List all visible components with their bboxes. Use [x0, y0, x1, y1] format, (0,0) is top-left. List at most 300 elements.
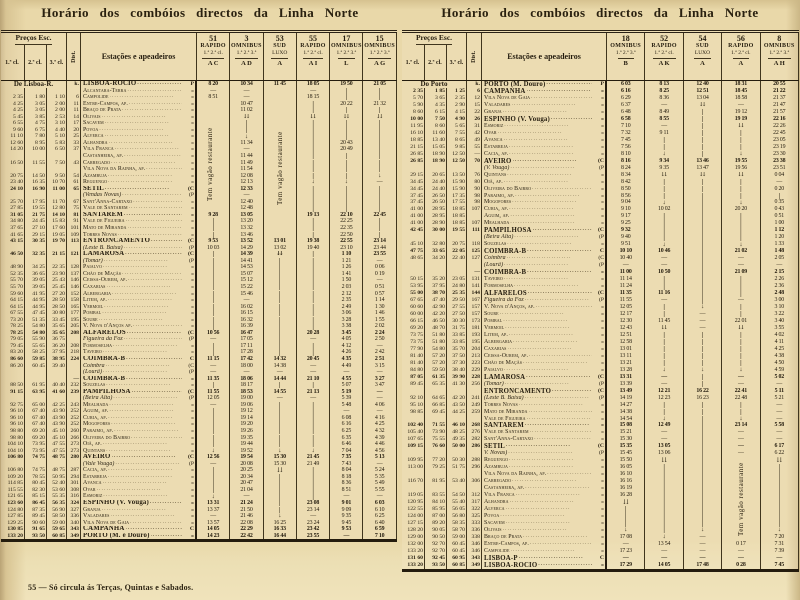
price-cell: 132 00 [402, 541, 425, 548]
price-cell: 24 40 [425, 186, 447, 193]
price-cell: 23 05 [447, 276, 467, 283]
km-cell: 109 [67, 232, 81, 239]
time-cell: 19 26 [230, 428, 263, 435]
station-cell [482, 374, 607, 381]
price-cell: 128 20 [402, 527, 425, 534]
price-cell: 55 90 [25, 336, 47, 343]
table-row [402, 165, 799, 172]
table-row [402, 562, 799, 569]
train-classes: 1.ª 2.ª 3.ª [236, 50, 257, 56]
transit-arrow: │ [684, 130, 722, 137]
km-cell [467, 416, 482, 423]
station-suffix: » [191, 323, 194, 330]
km-cell: 338 [467, 534, 482, 541]
km-cell: 280 [67, 454, 81, 461]
price-cell: 25 70 [1, 199, 25, 206]
time-cell: 3 47 [363, 382, 396, 389]
time-cell: 4 38 [761, 353, 799, 360]
station-suffix: » [601, 520, 604, 527]
station-suffix: » [191, 519, 194, 526]
transit-arrow: ↓ [645, 367, 683, 374]
km-cell: 294 [67, 474, 81, 481]
station-suffix: (P [598, 380, 604, 387]
price-cell: 32 35 [25, 251, 47, 258]
km-cell: 91 [67, 218, 81, 225]
transit-arrow: │ [684, 234, 722, 241]
time-cell: 12 58 [607, 339, 645, 346]
price-cell: 16 50 [1, 160, 25, 167]
time-cell: 8 18 [330, 474, 363, 481]
time-cell: 19 50 [330, 81, 363, 88]
table-row [402, 109, 799, 116]
price-cell: 30 30 [447, 318, 467, 325]
transit-arrow: │ [264, 507, 297, 514]
price-cell [425, 471, 447, 478]
price-cell: 12 50 [447, 158, 467, 165]
table-row [402, 276, 799, 283]
time-cell: — [363, 277, 396, 284]
dot-leader [503, 318, 592, 325]
station-cell [482, 325, 607, 332]
station-suffix: C [599, 248, 604, 255]
time-cell: — [230, 94, 263, 101]
price-cell: 57 20 [425, 353, 447, 360]
station-name: Povoa [484, 513, 500, 520]
station-suffix: » [191, 375, 194, 382]
price-cell: 48 75 [47, 454, 67, 461]
station-name: Campolide [484, 547, 510, 554]
station-suffix: » [601, 436, 604, 443]
transit-arrow: ⇊ [684, 102, 722, 109]
price-cell: 33 85 [447, 332, 467, 339]
time-cell: 7 20 [761, 534, 799, 541]
station-name: V. Nova d'Anços, ap. [484, 304, 535, 310]
station-cell [482, 527, 607, 534]
transit-arrow: │ [722, 283, 760, 290]
dot-leader [529, 409, 592, 416]
time-cell: — [330, 533, 363, 540]
time-cell: — [330, 369, 363, 376]
km-cell: 37 [67, 146, 81, 153]
price-cell: 44 95 [25, 304, 47, 311]
price-cell: 27 10 [25, 225, 47, 232]
dot-leader [504, 123, 592, 130]
transit-arrow: ↓ [645, 151, 683, 158]
time-cell: 8 36 [330, 480, 363, 487]
transit-arrow: │ [363, 166, 396, 173]
station-cell [482, 471, 607, 478]
time-cell: 11 35 [607, 290, 645, 297]
table-row [402, 318, 799, 325]
transit-arrow: │ [264, 297, 297, 304]
price-cell: 54 50 [447, 492, 467, 499]
station-suffix: » [601, 415, 604, 422]
transit-arrow: │ [761, 506, 799, 513]
km-cell: 141 [467, 283, 482, 290]
km-cell: 6 [467, 88, 482, 95]
time-cell: 18 15 [297, 94, 330, 101]
station-name: Litem, ap. [83, 297, 107, 304]
time-cell: 22 35 [330, 225, 363, 232]
price-cell: 11 60 [425, 130, 447, 137]
time-cell: — [297, 395, 330, 402]
price-cell: 50 95 [47, 474, 67, 481]
time-cell: 19 56 [722, 165, 760, 172]
time-cell: 1 12 [761, 227, 799, 234]
price-cell: 51 75 [447, 464, 467, 471]
time-cell: 1 41 [330, 271, 363, 278]
transit-arrow: │ [197, 428, 230, 435]
station-name: (Tomar) [83, 257, 103, 264]
time-cell: 8 36 [645, 95, 683, 102]
station-name: Alhandra [83, 139, 108, 146]
station-name: LISBOA-ROCIO [484, 561, 538, 569]
price-cell: 25 35 [447, 290, 467, 297]
transit-arrow: ↓ [684, 527, 722, 534]
time-cell: 4 46 [363, 441, 396, 448]
station-cell [482, 130, 607, 137]
station-name: Figueira da Foz [83, 336, 123, 343]
station-cell [482, 360, 607, 367]
station-name: Chão de Maçãs [484, 359, 523, 366]
station-suffix: (P [188, 369, 194, 376]
price-cell: 57 20 [425, 360, 447, 367]
transit-arrow: │ [722, 346, 760, 353]
station-suffix: » [601, 352, 604, 359]
price-cell: 60 00 [402, 311, 425, 318]
price-cell: 69 20 [402, 325, 425, 332]
price-cell [402, 416, 425, 423]
station-name: COIMBRA-B [83, 375, 126, 382]
station-cell [482, 318, 607, 325]
km-cell: 268 [467, 422, 482, 429]
dot-leader [506, 443, 592, 450]
transit-arrow: │ [684, 464, 722, 471]
train-number: 18 [621, 34, 630, 43]
price-cell: 5 65 [447, 123, 467, 130]
time-cell: 6 46 [330, 441, 363, 448]
transit-arrow: ⇊ [684, 172, 722, 179]
dot-leader [504, 137, 592, 144]
time-cell: 19 13 [297, 212, 330, 219]
station-name: Pombal [83, 310, 102, 317]
station-name: Mealhada [484, 220, 510, 227]
station-suffix: (P [188, 395, 194, 402]
station-suffix: » [601, 457, 604, 464]
price-cell: 109 20 [1, 474, 25, 481]
train-classes: 1.ª 2.ª 3.ª [615, 50, 636, 56]
price-cell: 79 25 [425, 464, 447, 471]
restaurant-note: Tem vagão restaurante [206, 127, 214, 201]
station-cell [482, 520, 607, 527]
transit-arrow: │ [264, 493, 297, 500]
train-column-header [330, 33, 363, 80]
time-cell: 3 22 [761, 311, 799, 318]
station-name: (Leste B. Baixa) [83, 244, 123, 251]
price-cell [447, 262, 467, 269]
time-cell: 4 11 [761, 339, 799, 346]
dot-leader [525, 297, 592, 304]
price-cell: 50 00 [447, 443, 467, 450]
station-name: Ovar [83, 486, 96, 493]
price-cell: 2 35 [1, 94, 25, 101]
time-cell: — [761, 262, 799, 269]
time-cell: 4 49 [330, 363, 363, 370]
transit-arrow: │ [197, 408, 230, 415]
station-cell [482, 534, 607, 541]
price-cell: 5 83 [47, 140, 67, 147]
prices-label: Preços Esc. [416, 33, 452, 45]
station-cell [482, 234, 607, 241]
class-label: 1.ª cl. [1, 45, 25, 80]
time-cell: 13 54 [645, 541, 683, 548]
station-suffix: » [601, 185, 604, 192]
price-cell: 60 95 [447, 555, 467, 562]
transit-arrow: │ [363, 146, 396, 153]
km-cell: 241 [467, 395, 482, 402]
time-cell: 9 35 [330, 513, 363, 520]
price-cell: 104 10 [1, 441, 25, 448]
transit-arrow: │ [297, 160, 330, 167]
price-cell: 91 65 [25, 526, 47, 533]
time-cell: 9 09 [330, 507, 363, 514]
station-suffix: (C [597, 443, 604, 450]
price-cell: 37 45 [402, 199, 425, 206]
station-name: Pombal [484, 317, 503, 324]
station-cell [482, 123, 607, 130]
time-cell: 7 10 [363, 533, 396, 540]
transit-arrow: │ [297, 343, 330, 350]
station-name: Vila Franca [484, 492, 515, 499]
price-cell: 17 55 [447, 199, 467, 206]
time-cell: 23 55 [297, 533, 330, 540]
transit-arrow: ↓ [645, 199, 683, 206]
price-cell: 14 50 [25, 173, 47, 180]
transit-arrow: ⇊ [645, 325, 683, 332]
dot-leader [498, 130, 592, 137]
dot-leader [511, 548, 593, 555]
transit-arrow: │ [264, 500, 297, 507]
train-column-header [264, 33, 297, 80]
dist-label: Dist. [471, 50, 477, 63]
price-cell: 20 65 [425, 172, 447, 179]
transit-arrow: │ [297, 408, 330, 415]
dot-leader [509, 332, 592, 339]
transit-arrow: │ [264, 487, 297, 494]
time-cell: 12 05 [607, 304, 645, 311]
time-cell: 13 21 [607, 360, 645, 367]
station-suffix: » [191, 107, 194, 114]
time-cell: 3 45 [330, 330, 363, 337]
price-cell: 78 25 [1, 323, 25, 330]
price-cell: 28 95 [425, 206, 447, 213]
price-cell: 90 05 [425, 527, 447, 534]
time-cell: 11 44 [230, 153, 263, 160]
transit-arrow: │ [722, 179, 760, 186]
transit-arrow: ⇊ [607, 499, 645, 506]
transit-arrow: │ [684, 436, 722, 443]
transit-arrow: │ [297, 310, 330, 317]
transit-arrow: │ [264, 421, 297, 428]
transit-arrow: │ [264, 428, 297, 435]
station-cell [482, 220, 607, 227]
train-column-header [645, 33, 683, 80]
station-suffix: » [191, 316, 194, 323]
train-notes: A C [202, 58, 225, 68]
time-cell: 22 08 [230, 520, 263, 527]
time-cell: 9 25 [607, 220, 645, 227]
transit-arrow: │ [197, 218, 230, 225]
transit-arrow: │ [761, 520, 799, 527]
transit-arrow: │ [230, 127, 263, 134]
price-cell: 127 85 [1, 513, 25, 520]
station-cell [482, 555, 607, 562]
price-cell: 8 95 [25, 140, 47, 147]
price-cell: 2 00 [47, 107, 67, 114]
station-cell [482, 492, 607, 499]
train-type: OMNIBUS [330, 43, 362, 49]
transit-arrow: │ [330, 88, 363, 95]
time-cell: 16 28 [607, 492, 645, 499]
transit-arrow: │ [645, 179, 683, 186]
station-name: Paialvo [83, 264, 102, 271]
station-suffix: » [601, 129, 604, 136]
price-cell: 32 80 [425, 241, 447, 248]
price-cell: 93 50 [425, 562, 447, 569]
time-cell: 15 21 [607, 429, 645, 436]
time-cell: 18 31 [722, 81, 760, 88]
transit-arrow: │ [722, 311, 760, 318]
price-cell: 90 50 [425, 534, 447, 541]
price-cell: 121 65 [1, 493, 25, 500]
dot-leader [536, 304, 592, 311]
time-cell: 12 43 [607, 325, 645, 332]
time-cell: — [761, 402, 799, 409]
station-suffix: » [601, 547, 604, 554]
price-cell: 77 20 [425, 457, 447, 464]
time-cell: 23 14 [363, 238, 396, 245]
train-number: 17 [342, 34, 351, 43]
price-cell: 44 95 [25, 297, 47, 304]
station-cell [482, 241, 607, 248]
price-cell: 83 55 [425, 492, 447, 499]
price-cell: 56 80 [447, 513, 467, 520]
time-cell: 21 05 [363, 81, 396, 88]
km-cell: 239 [67, 389, 81, 396]
transit-arrow: │ [722, 276, 760, 283]
price-cell: 3 05 [25, 107, 47, 114]
station-suffix: » [191, 159, 194, 166]
price-cell [402, 485, 425, 492]
time-cell: 8 56 [607, 193, 645, 200]
transit-arrow: │ [330, 173, 363, 180]
time-cell: 21 57 [761, 109, 799, 116]
price-cell: 18 90 [425, 158, 447, 165]
price-cell: 124 00 [402, 513, 425, 520]
price-cell: 27 20 [47, 291, 67, 298]
station-suffix: » [601, 94, 604, 101]
time-cell: 15 50 [607, 457, 645, 464]
km-cell: 349 [467, 562, 482, 569]
time-cell: 11 16 [645, 290, 683, 297]
price-cell: 133 20 [402, 562, 425, 569]
price-cell: 21 15 [402, 144, 425, 151]
price-cell: 3 85 [25, 114, 47, 121]
station-cell [482, 283, 607, 290]
station-cell [482, 499, 607, 506]
price-cell: 4 35 [425, 102, 447, 109]
station-name: Castanheira, ap. [484, 485, 525, 492]
price-cell: 48 75 [47, 467, 67, 474]
train-column-header [607, 33, 645, 80]
price-cell: 28 95 [425, 213, 447, 220]
dot-leader [525, 395, 592, 402]
time-cell: 16 25 [264, 520, 297, 527]
price-cell [447, 471, 467, 478]
km-cell: 229 [467, 367, 482, 374]
station-name: Granja [484, 108, 502, 115]
transit-arrow: ⇊ [264, 467, 297, 474]
time-cell: — [761, 416, 799, 423]
price-cell: 37 95 [47, 349, 67, 356]
station-cell [482, 443, 607, 450]
transit-arrow: │ [297, 467, 330, 474]
price-cell: 7 50 [425, 116, 447, 123]
price-cell: 69 20 [25, 428, 47, 435]
station-name: Torres Novas [484, 401, 518, 408]
table-row [402, 220, 799, 227]
transit-arrow: │ [363, 120, 396, 127]
transit-arrow: │ [645, 220, 683, 227]
price-cell: 80 45 [25, 480, 47, 487]
time-cell: 13 49 [607, 388, 645, 395]
km-cell: 205 [67, 323, 81, 330]
transit-arrow: ⇊ [297, 114, 330, 121]
origin-label: Do Porto [402, 81, 467, 88]
price-cell: 59 00 [47, 520, 67, 527]
time-cell: 14 05 [645, 562, 683, 569]
page-title: Horário dos combóios directos da Linha Norte [441, 5, 759, 20]
train-type: SUD [273, 43, 287, 49]
km-cell: 76 [467, 172, 482, 179]
time-cell: 9 17 [607, 213, 645, 220]
price-cell: 60 85 [47, 533, 67, 540]
transit-arrow: ↓ [264, 448, 297, 455]
transit-arrow: │ [684, 485, 722, 492]
dot-leader [526, 374, 592, 381]
time-cell: 13 32 [230, 225, 263, 232]
transit-arrow: │ [197, 297, 230, 304]
train-column-header [761, 33, 799, 80]
km-cell: 42 [467, 130, 482, 137]
transit-arrow: │ [297, 487, 330, 494]
transit-arrow: │ [197, 251, 230, 258]
transit-arrow: │ [722, 213, 760, 220]
km-cell: 75 [67, 205, 81, 212]
station-name: Vila Nova da Rainha, ap. [484, 471, 547, 478]
time-cell: 13 28 [607, 367, 645, 374]
price-cell: 109 95 [402, 457, 425, 464]
time-cell: 23 05 [761, 137, 799, 144]
price-cell [402, 269, 425, 276]
station-suffix: » [601, 206, 604, 213]
time-cell: — [645, 297, 683, 304]
transit-arrow: │ [684, 151, 722, 158]
price-cell [425, 450, 447, 457]
station-suffix: » [601, 561, 604, 568]
station-name: COIMBRA-B [83, 355, 126, 362]
price-cell: 27 50 [447, 311, 467, 318]
